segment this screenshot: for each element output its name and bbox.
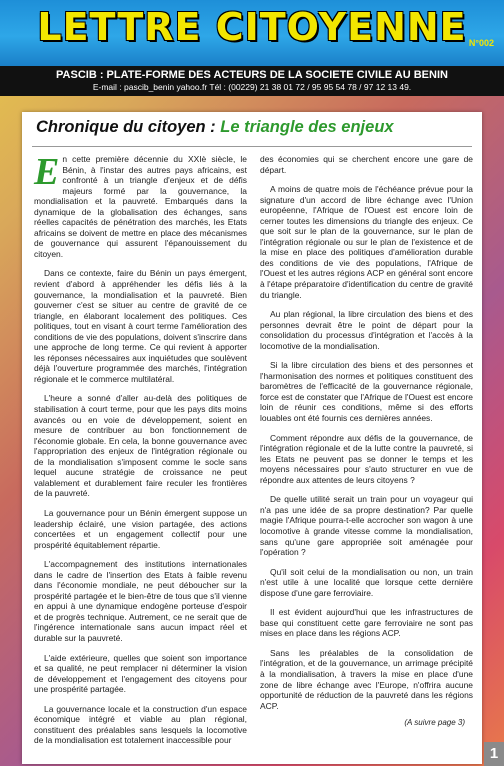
- paragraph: Si la libre circulation des biens et des personnes et l'harmonisation des normes et politiques constituent des baromètres de l'efficacité de la gouvernance régionale, force est de constater que l'Afrique de l'Ouest est encore loin de réunir ces conditions, même si des efforts louables ont été fournis ces dernières années.: [260, 360, 473, 424]
- issue-number: N°002: [468, 38, 494, 48]
- headline-title: Le triangle des enjeux: [220, 118, 394, 136]
- paragraph: L'heure a sonné d'aller au-delà des politiques de stabilisation à court terme, pour que les pays dits moins avancés ou en voie de développement, soient en mesure de contribuer au bon fonctionnement de l'économie globale. En cela, la bonne gouvernance avec l'appropriation des enjeux de l'intégration régionale ou de la mondialisation s'imposent comme le socle sans lequel aucune stratégie de croissance ne peut valablement et durablement faire reculer les frontières de la pauvreté.: [34, 393, 247, 499]
- paragraph: Au plan régional, la libre circulation des biens et des personnes devrait être le point de départ pour la consolidation du processus d'intégration et l'accès à la locomotive de la mondialisation.: [260, 309, 473, 351]
- paragraph: des économies qui se cherchent encore une gare de départ.: [260, 154, 473, 175]
- article-headline: [36, 118, 394, 137]
- paragraph: Qu'il soit celui de la mondialisation ou non, un train n'est utile à une localité que lorsque cette dernière dispose d'une gare ferroviaire.: [260, 566, 473, 598]
- paragraph: Comment répondre aux défis de la gouvernance, de l'intégration régionale et de la lutte contre la pauvreté, si les Etats ne peuvent pas se donner le temps et les moyens nécessaires pour s'auto structurer en vue de répondre aux attentes de leurs citoyens ?: [260, 432, 473, 485]
- article-page: [22, 112, 482, 764]
- right-column: [260, 154, 473, 729]
- dropcap-letter: E: [34, 151, 60, 193]
- newsletter-title: LETTRE CITOYENNE: [37, 5, 467, 49]
- paragraph: Il est évident aujourd'hui que les infrastructures de base qui constituent cette gare ferroviaire ne sont pas mises en place dans les régions ACP.: [260, 607, 473, 639]
- organization-bar: [0, 66, 504, 96]
- paragraph: L'aide extérieure, quelles que soient son importance et sa qualité, ne peut remplacer ni déterminer la vision de développement et l'engagement des citoyens pour une prospérité partagée.: [34, 652, 247, 695]
- paragraph: A moins de quatre mois de l'échéance prévue pour la signature d'un accord de libre échange avec l'Union européenne, l'Afrique de l'Ouest est encore loin de cerner toutes les dimensions du triangle des enjeux. Ce que soit sur le plan de la gouvernance, sur le plan de l'intégration régionale ou sur le plan de l'existence et de la mise en place des politiques d'amélioration durable des conditions de vie des populations, l'Afrique de l'Ouest et les autres régions ACP en général sont encore à l'étape préparatoire d'identification du centre de gravité du triangle.: [260, 184, 473, 300]
- paragraph: La gouvernance pour un Bénin émergent suppose un leadership éclairé, une vision partagée, des actions concertées et un engagement collectif pour une prospérité équitablement répartie.: [34, 507, 247, 550]
- paragraph: La gouvernance locale et la construction d'un espace économique intégré et viable au plan régional, constituent des préalables sans lesquels la locomotive de la mondialisation est totalement inaccessible pour: [34, 703, 247, 746]
- left-column: [34, 151, 247, 755]
- page-number: 1: [484, 742, 504, 766]
- organization-name: PASCIB : PLATE-FORME DES ACTEURS DE LA SOCIETE CIVILE AU BENIN: [56, 69, 448, 81]
- continued-note: (A suivre page 3): [404, 718, 465, 728]
- paragraph: En cette première décennie du XXIè siècle, le Bénin, à l'instar des autres pays africains, est confronté à un triangle d'enjeux et de défis majeurs formé par la gouvernance, la mondialisation et la pauvreté. Embarqués dans la dynamique de la globalisation des échanges, sans réelles capacités de pénétration des marchés, les Etats africains se doivent de mettre en place des mécanismes de gouvernance qui assurent l'épanouissement du citoyen.: [34, 151, 247, 259]
- paragraph: L'accompagnement des institutions internationales dans le cadre de l'insertion des Etats à faible revenu dans l'économie mondiale, ne peut déboucher sur la prospérité partagée et le bien-être de tous que s'il vienne en appui à une dynamique endogène porteuse d'espoir et de progrès technique. Autrement, ce ne serait que de l'ingérence internationale sans aucun impact réel et durable sur la pauvreté.: [34, 559, 247, 643]
- headline-divider: [32, 146, 472, 147]
- headline-prefix: Chronique du citoyen :: [36, 118, 216, 136]
- paragraph: Dans ce contexte, faire du Bénin un pays émergent, revient d'abord à appréhender les défis liés à la gouvernance, la mondialisation et la pauvreté. Bien gouverner c'est se situer au centre de gravité de ce triangle, en élaborant localement des politiques. Ces politiques, tout en visant à court terme l'amélioration des conditions de vie des populations, doivent s'inscrire dans une approche de long terme. Ce qui revient à apporter les réponses nécessaires aux inquiétudes que soulèvent déjà l'ouverture programmée des marchés, l'intégration régionale et le commerce multilatéral.: [34, 268, 247, 384]
- contact-line: E-mail : pascib_benin yahoo.fr Tél : (00229) 21 38 01 72 / 95 95 54 78 / 97 12 13 49.: [92, 82, 412, 92]
- paragraph: Sans les préalables de la consolidation de l'intégration, et de la gouvernance, un arrimage précipité à la mondialisation, à travers la mise en place d'une zone de libre échange avec l'Europe, n'offrira aucune opportunité de réduction de la pauvreté dans les régions ACP.: [260, 647, 473, 711]
- paragraph: De quelle utilité serait un train pour un voyageur qui n'a pas une idée de sa propre destination? Par quelle magie l'Afrique pourra-t-elle accrocher son wagon à une locomotive à grande vitesse comme la mondialisation, sans qu'une gare appropriée soit aménagée pour l'opération ?: [260, 494, 473, 558]
